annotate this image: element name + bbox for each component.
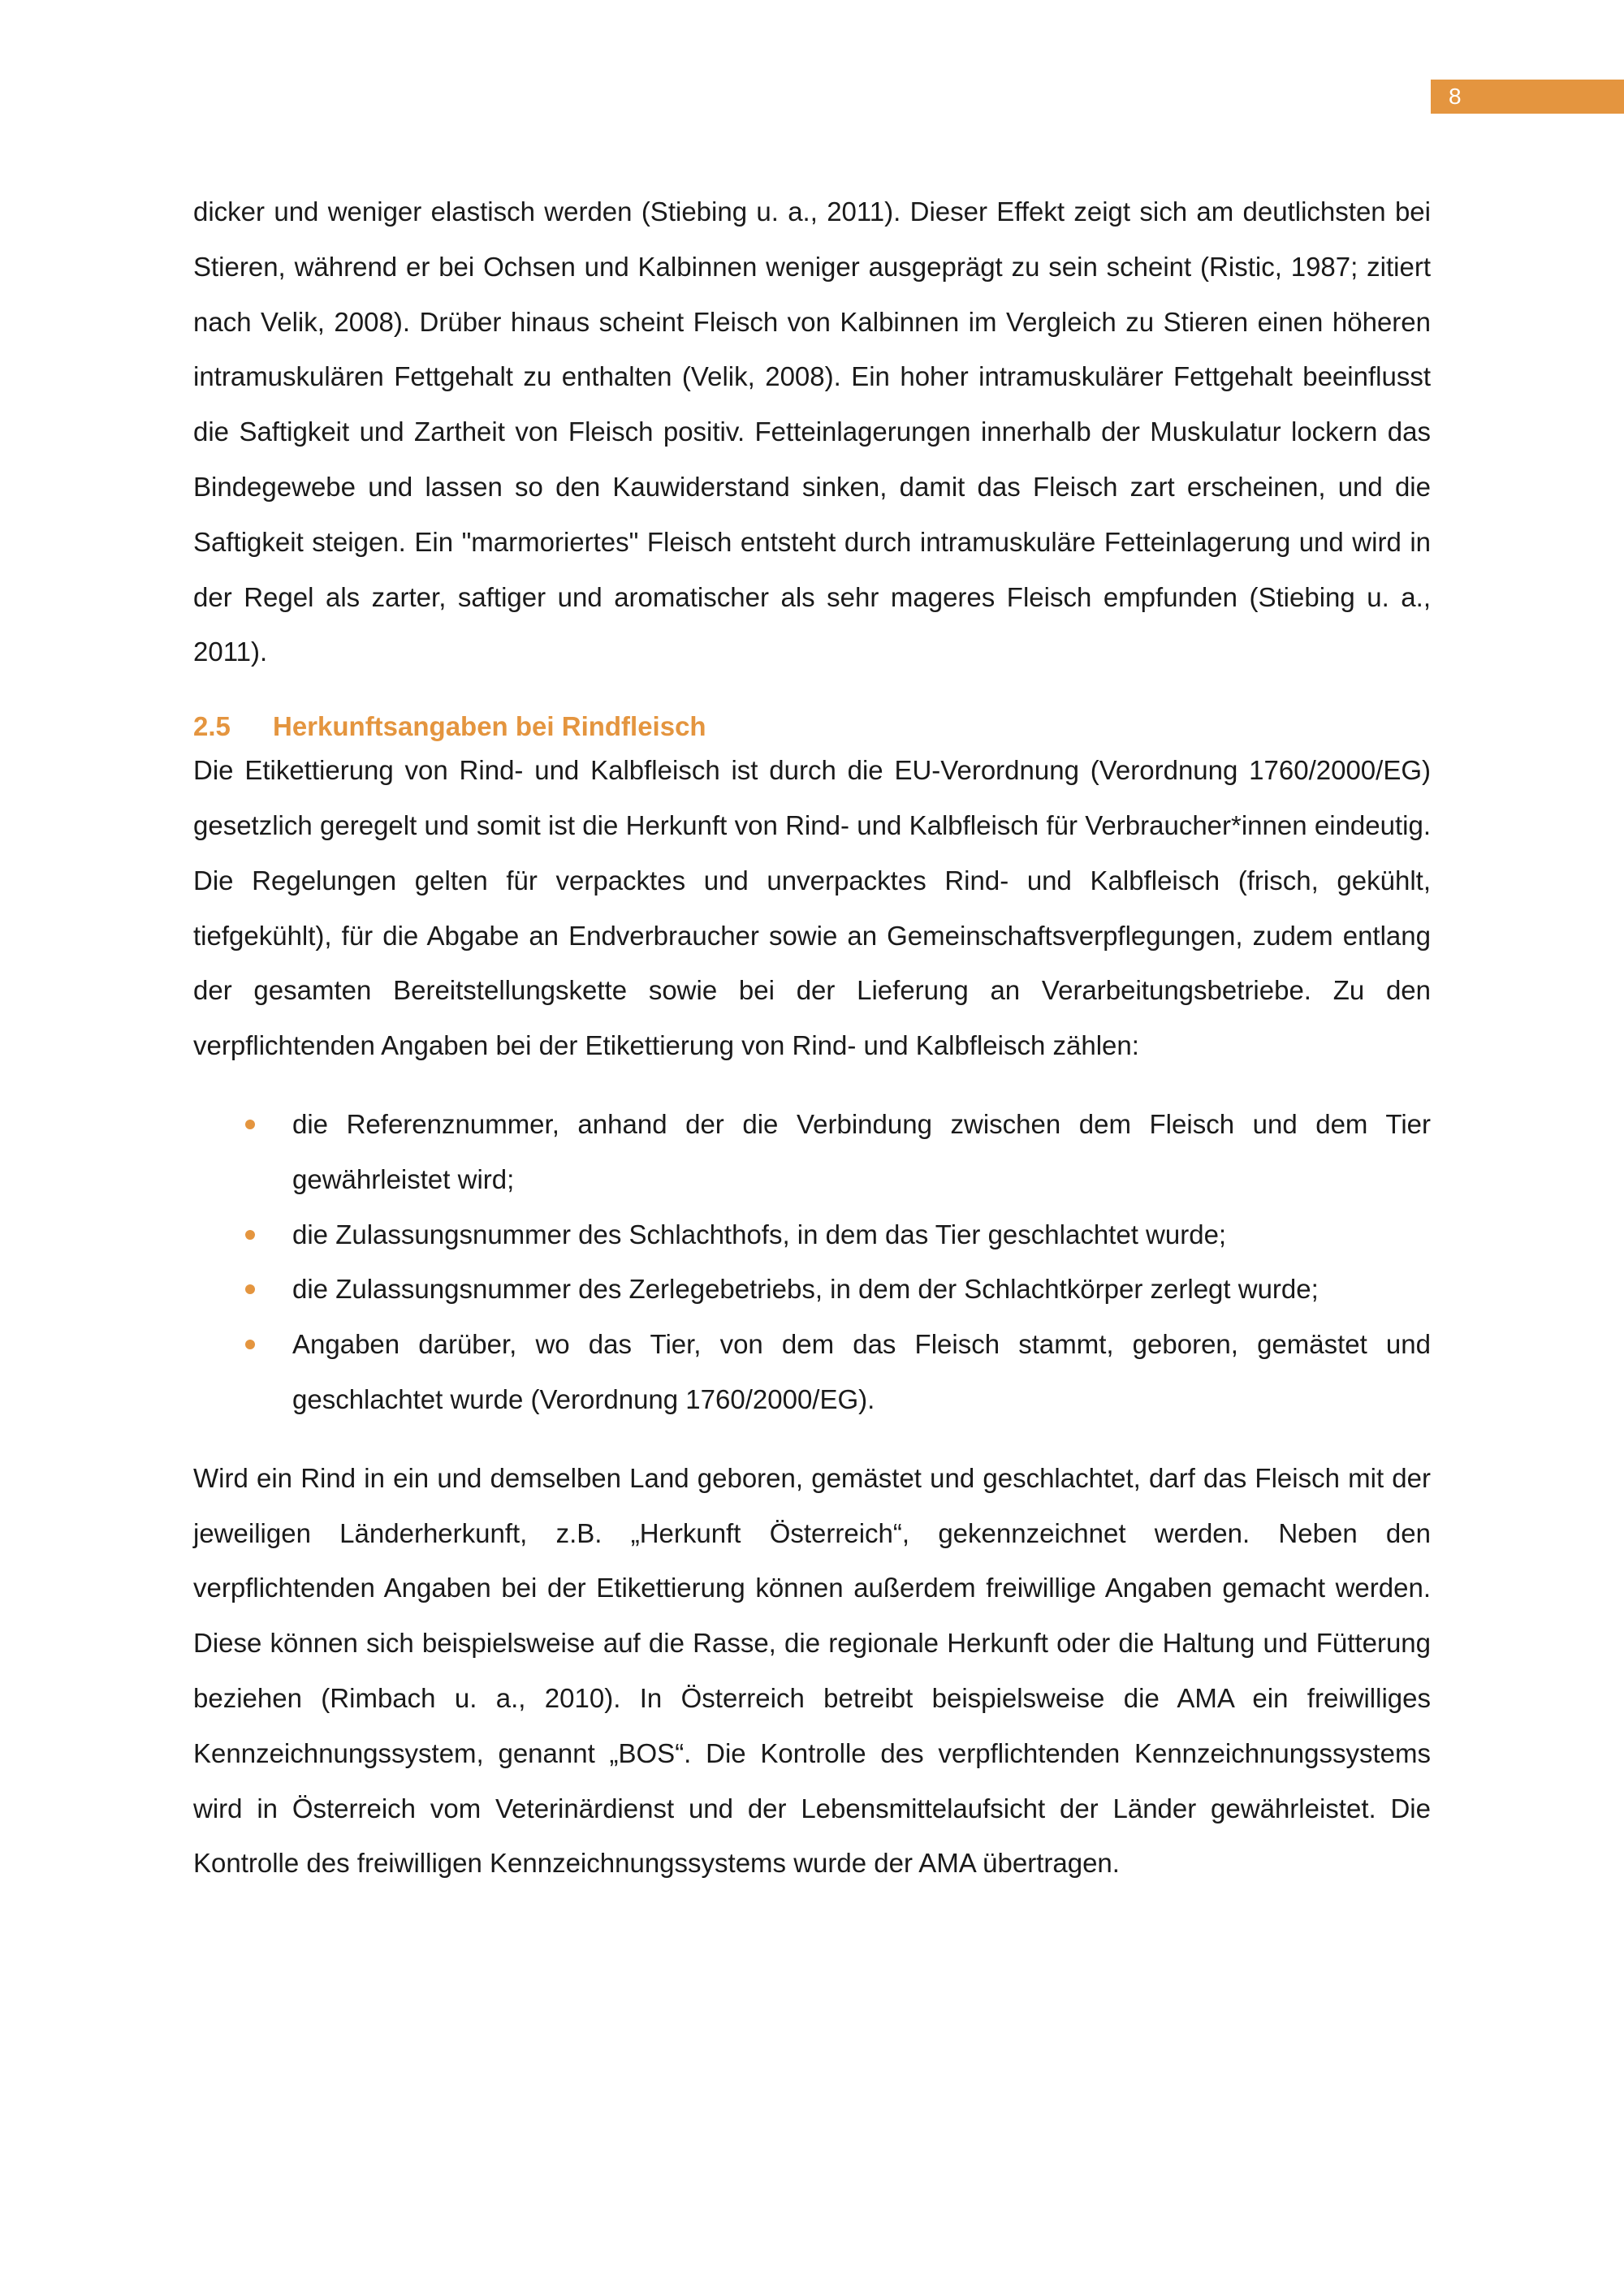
page-number: 8 (1449, 84, 1462, 109)
list-item-text: die Zulassungsnummer des Schlachthofs, in dem das Tier geschlachtet wurde; (292, 1219, 1227, 1249)
paragraph-fleisch-qualitaet: dicker und weniger elastisch werden (Stiebing u. a., 2011). Dieser Effekt zeigt sich am deutlichsten bei Stieren, während er bei Ochsen und Kalbinnen weniger ausgeprägt zu sein scheint (Ristic, 1987; zitiert nach Velik, 2008). Drüber hinaus scheint Fleisch von Kalbinnen im Vergleich zu Stieren einen höheren intramuskulären Fettgehalt zu enthalten (Velik, 2008). Ein hoher intramuskulärer Fettgehalt beeinflusst die Saftigkeit und Zartheit von Fleisch positiv. Fetteinlagerungen innerhalb der Muskulatur lockern das Bindegewebe und lassen so den Kauwiderstand sinken, damit das Fleisch zart erscheinen, und die Saftigkeit steigen. Ein "marmoriertes" Fleisch entsteht durch intramuskuläre Fetteinlagerung und wird in der Regel als zarter, saftiger und aromatischer als sehr mageres Fleisch empfunden (Stiebing u. a., 2011). (193, 196, 1431, 667)
list-item (193, 1097, 1431, 1207)
bullet-icon (245, 1230, 255, 1240)
bullet-icon (245, 1120, 255, 1129)
bullet-list-pflichtangaben (193, 1097, 1431, 1427)
list-item (193, 1317, 1431, 1427)
paragraph-etikettierung: Die Etikettierung von Rind- und Kalbfleisch ist durch die EU-Verordnung (Verordnung 1760/2000/EG) gesetzlich geregelt und somit ist die Herkunft von Rind- und Kalbfleisch für Verbraucher*innen eindeutig. Die Regelungen gelten für verpacktes und unverpacktes Rind- und Kalbfleisch (frisch, gekühlt, tiefgekühlt), für die Abgabe an Endverbraucher sowie an Gemeinschaftsverpflegungen, zudem entlang der gesamten Bereitstellungskette sowie bei der Lieferung an Verarbeitungsbetriebe. Zu den verpflichtenden Angaben bei der Etikettierung von Rind- und Kalbfleisch zählen: (193, 755, 1431, 1061)
list-item-text: die Referenznummer, anhand der die Verbindung zwischen dem Fleisch und dem Tier gewährleistet wird; (292, 1108, 1431, 1194)
bullet-icon (245, 1340, 255, 1349)
list-item-text: Angaben darüber, wo das Tier, von dem das Fleisch stammt, geboren, gemästet und geschlachtet wurde (Verordnung 1760/2000/EG). (292, 1329, 1431, 1414)
bullet-icon (245, 1284, 255, 1294)
list-item (193, 1262, 1431, 1317)
section-heading (193, 697, 1431, 743)
page-number-badge (1431, 80, 1624, 114)
list-item-text: die Zulassungsnummer des Zerlegebetriebs, in dem der Schlachtkörper zerlegt wurde; (292, 1274, 1319, 1305)
page-content (193, 184, 1431, 1891)
list-item (193, 1207, 1431, 1262)
paragraph-herkunft-kennzeichnung: Wird ein Rind in ein und demselben Land geboren, gemästet und geschlachtet, darf das Fleisch mit der jeweiligen Länderherkunft, z.B. „Herkunft Österreich“, gekennzeichnet werden. Neben den verpflichtenden Angaben bei der Etikettierung können außerdem freiwillige Angaben gemacht werden. Diese können sich beispielsweise auf die Rasse, die regionale Herkunft oder die Haltung und Fütterung beziehen (Rimbach u. a., 2010). In Österreich betreibt beispielsweise die AMA ein freiwilliges Kennzeichnungssystem, genannt „BOS“. Die Kontrolle des verpflichtenden Kennzeichnungssystems wird in Österreich vom Veterinärdienst und der Lebensmittelaufsicht der Länder gewährleistet. Die Kontrolle des freiwilligen Kennzeichnungssystems wurde der AMA übertragen. (193, 1462, 1431, 1879)
section-number: 2.5 (193, 711, 231, 742)
section-title: Herkunftsangaben bei Rindfleisch (273, 711, 706, 742)
